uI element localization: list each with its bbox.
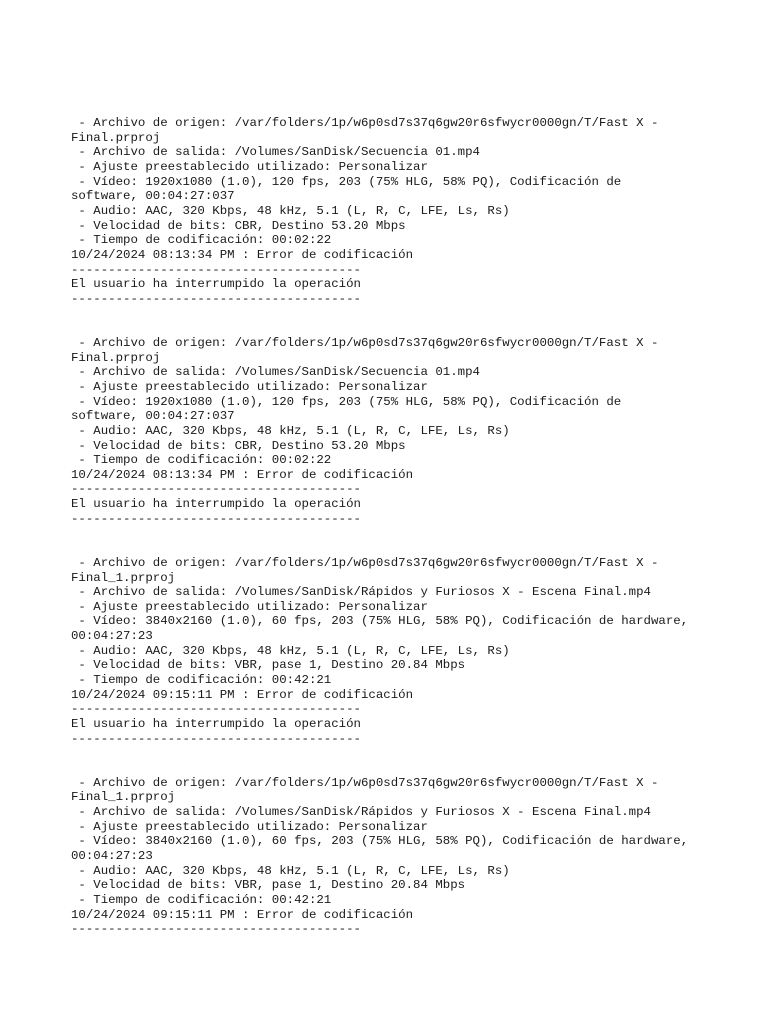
log-document xyxy=(71,116,711,937)
log-line: - Archivo de salida: /Volumes/SanDisk/Secuencia 01.mp4 xyxy=(71,145,480,160)
log-line: --------------------------------------- xyxy=(71,291,361,306)
log-line: 10/24/2024 09:15:11 PM : Error de codificación xyxy=(71,907,414,922)
log-line: - Vídeo: 3840x2160 (1.0), 60 fps, 203 (75% HLG, 58% PQ), Codificación de hardware, xyxy=(71,614,689,629)
log-line: - Ajuste preestablecido utilizado: Personalizar xyxy=(71,819,428,834)
log-line: - Tiempo de codificación: 00:42:21 xyxy=(71,893,332,908)
log-line: 10/24/2024 08:13:34 PM : Error de codificación xyxy=(71,467,414,482)
log-line: - Archivo de origen: /var/folders/1p/w6p0sd7s37q6gw20r6sfwycr0000gn/T/Fast X - xyxy=(71,116,659,130)
log-line: - Ajuste preestablecido utilizado: Personalizar xyxy=(71,599,428,614)
log-line: - Velocidad de bits: VBR, pase 1, Destino 20.84 Mbps xyxy=(71,878,466,893)
log-line: - Audio: AAC, 320 Kbps, 48 kHz, 5.1 (L, R, C, LFE, Ls, Rs) xyxy=(71,863,510,878)
log-line: - Velocidad de bits: VBR, pase 1, Destino 20.84 Mbps xyxy=(71,658,466,673)
log-line: Final_1.prproj xyxy=(71,790,176,805)
log-line: - Vídeo: 3840x2160 (1.0), 60 fps, 203 (75% HLG, 58% PQ), Codificación de hardware, xyxy=(71,834,689,849)
log-line: - Archivo de salida: /Volumes/SanDisk/Rápidos y Furiosos X - Escena Final.mp4 xyxy=(71,805,651,820)
log-line: - Archivo de salida: /Volumes/SanDisk/Secuencia 01.mp4 xyxy=(71,365,480,380)
log-line: --------------------------------------- xyxy=(71,511,361,526)
log-line: Final.prproj xyxy=(71,130,161,145)
log-line: Final.prproj xyxy=(71,350,161,365)
log-line: - Archivo de origen: /var/folders/1p/w6p0sd7s37q6gw20r6sfwycr0000gn/T/Fast X - xyxy=(71,335,659,350)
log-line: - Archivo de origen: /var/folders/1p/w6p0sd7s37q6gw20r6sfwycr0000gn/T/Fast X - xyxy=(71,775,659,790)
log-line: 00:04:27:23 xyxy=(71,629,153,644)
log-line: 10/24/2024 08:13:34 PM : Error de codificación xyxy=(71,247,414,262)
log-line: 00:04:27:23 xyxy=(71,849,153,864)
log-line: El usuario ha interrumpido la operación xyxy=(71,497,361,512)
log-line: --------------------------------------- xyxy=(71,731,361,746)
log-line: - Audio: AAC, 320 Kbps, 48 kHz, 5.1 (L, R, C, LFE, Ls, Rs) xyxy=(71,423,510,438)
log-line: - Ajuste preestablecido utilizado: Personalizar xyxy=(71,379,428,394)
log-entry xyxy=(71,116,711,307)
log-line: - Tiempo de codificación: 00:02:22 xyxy=(71,233,332,248)
log-line: - Vídeo: 1920x1080 (1.0), 120 fps, 203 (75% HLG, 58% PQ), Codificación de xyxy=(71,174,622,189)
log-line: - Velocidad de bits: CBR, Destino 53.20 Mbps xyxy=(71,218,406,233)
log-line: software, 00:04:27:037 xyxy=(71,409,235,424)
log-line: --------------------------------------- xyxy=(71,262,361,277)
log-line: - Audio: AAC, 320 Kbps, 48 kHz, 5.1 (L, R, C, LFE, Ls, Rs) xyxy=(71,643,510,658)
log-line: software, 00:04:27:037 xyxy=(71,189,235,204)
log-line: - Tiempo de codificación: 00:42:21 xyxy=(71,673,332,688)
log-line: --------------------------------------- xyxy=(71,702,361,717)
log-line: - Archivo de origen: /var/folders/1p/w6p0sd7s37q6gw20r6sfwycr0000gn/T/Fast X - xyxy=(71,555,659,570)
log-line: El usuario ha interrumpido la operación xyxy=(71,717,361,732)
log-entry xyxy=(71,776,711,937)
log-line: - Ajuste preestablecido utilizado: Personalizar xyxy=(71,159,428,174)
log-line: - Archivo de salida: /Volumes/SanDisk/Rápidos y Furiosos X - Escena Final.mp4 xyxy=(71,585,651,600)
log-line: - Velocidad de bits: CBR, Destino 53.20 Mbps xyxy=(71,438,406,453)
log-line: --------------------------------------- xyxy=(71,482,361,497)
log-entry xyxy=(71,336,711,527)
log-line: 10/24/2024 09:15:11 PM : Error de codificación xyxy=(71,687,414,702)
log-entry xyxy=(71,556,711,747)
log-line: El usuario ha interrumpido la operación xyxy=(71,277,361,292)
log-line: Final_1.prproj xyxy=(71,570,176,585)
log-line: --------------------------------------- xyxy=(71,922,361,937)
log-line: - Audio: AAC, 320 Kbps, 48 kHz, 5.1 (L, R, C, LFE, Ls, Rs) xyxy=(71,203,510,218)
log-line: - Tiempo de codificación: 00:02:22 xyxy=(71,453,332,468)
log-line: - Vídeo: 1920x1080 (1.0), 120 fps, 203 (75% HLG, 58% PQ), Codificación de xyxy=(71,394,622,409)
